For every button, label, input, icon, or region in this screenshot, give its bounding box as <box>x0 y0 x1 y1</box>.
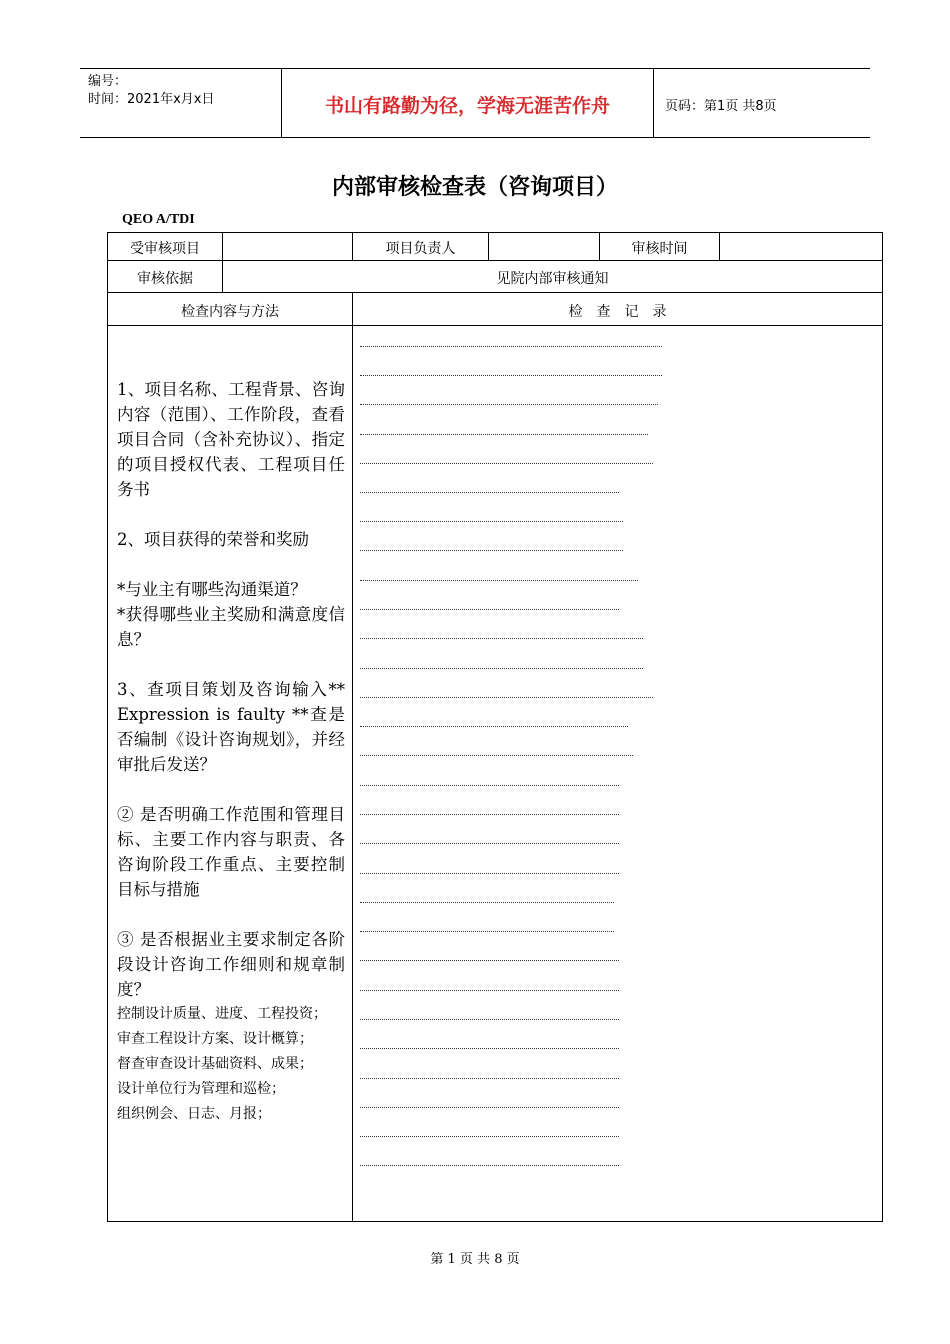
record-line[interactable] <box>360 580 638 581</box>
checklist-sub-1: 控制设计质量、进度、工程投资； <box>117 1006 327 1022</box>
record-line[interactable] <box>360 375 662 376</box>
header-number: 编号： <box>88 74 128 89</box>
record-line[interactable] <box>360 609 619 610</box>
record-line[interactable] <box>360 404 658 405</box>
checklist-sub-5: 组织例会、日志、月报； <box>117 1106 271 1122</box>
header-slogan: 书山有路勤为径，学海无涯苦作舟 <box>324 95 610 117</box>
row-divider <box>108 325 882 326</box>
record-line[interactable] <box>360 492 619 493</box>
header-page-number: 页码：第1页 共8页 <box>665 99 777 114</box>
record-line[interactable] <box>360 814 619 815</box>
checklist-item-1: 1、项目名称、工程背景、咨询内容（范围）、工作阶段，查看项目合同（含补充协议）、指定的项目授权代表、工程项目任务书 <box>117 380 345 499</box>
record-line[interactable] <box>360 697 653 698</box>
record-line[interactable] <box>360 785 619 786</box>
col-divider <box>352 292 353 1221</box>
checklist-item-3c: ③ 是否根据业主要求制定各阶段设计咨询工作细则和规章制度？ <box>117 930 345 999</box>
record-line[interactable] <box>360 550 623 551</box>
page-header <box>80 68 870 138</box>
audit-time-label: 审核时间 <box>631 241 688 257</box>
leader-label: 项目负责人 <box>385 241 456 257</box>
record-line[interactable] <box>360 1107 619 1108</box>
content-header: 检查内容与方法 <box>181 304 279 320</box>
checklist-sub-2: 审查工程设计方案、设计概算； <box>117 1031 313 1047</box>
record-line[interactable] <box>360 463 653 464</box>
header-date: 时间：2021年x月x日 <box>88 92 215 107</box>
record-line[interactable] <box>360 434 648 435</box>
record-line[interactable] <box>360 843 619 844</box>
col-divider <box>719 233 720 260</box>
col-divider <box>488 233 489 260</box>
record-line[interactable] <box>360 755 633 756</box>
record-line[interactable] <box>360 931 614 932</box>
record-line[interactable] <box>360 1019 619 1020</box>
header-divider-right <box>653 69 654 137</box>
basis-label: 审核依据 <box>137 271 193 287</box>
checklist-item-3b: ② 是否明确工作范围和管理目标、主要工作内容与职责、各咨询阶段工作重点、主要控制目标与措施 <box>117 805 345 899</box>
row-divider <box>108 260 882 261</box>
document-title: 内部审核检查表（咨询项目） <box>331 175 618 200</box>
checklist-item-2a: *与业主有哪些沟通渠道？ <box>117 580 307 599</box>
record-line[interactable] <box>360 960 619 961</box>
checklist-sub-3: 督查审查设计基础资料、成果； <box>117 1056 313 1072</box>
record-header: 检 查 记 录 <box>568 304 667 320</box>
checklist-item-3: 3、查项目策划及咨询输入** Expression is faulty **查是否编制《设计咨询规划》，并经审批后发送？ <box>117 680 345 774</box>
checklist-item-2: 2、项目获得的荣誉和奖励 <box>117 530 309 549</box>
checklist-content <box>117 377 345 1127</box>
page-footer: 第 1 页 共 8 页 <box>430 1252 520 1267</box>
checklist-item-2b: *获得哪些业主奖励和满意度信息？ <box>117 605 345 649</box>
row-divider <box>108 292 882 293</box>
record-line[interactable] <box>360 873 619 874</box>
basis-value: 见院内部审核通知 <box>496 271 609 287</box>
record-line[interactable] <box>360 346 662 347</box>
record-line[interactable] <box>360 726 628 727</box>
record-line[interactable] <box>360 638 643 639</box>
record-line[interactable] <box>360 1048 619 1049</box>
document-code: QEO A/TDI <box>122 212 195 227</box>
record-line[interactable] <box>360 668 643 669</box>
record-line[interactable] <box>360 990 619 991</box>
record-line[interactable] <box>360 1078 619 1079</box>
checklist-sub-4: 设计单位行为管理和巡检； <box>117 1081 285 1097</box>
project-label: 受审核项目 <box>130 241 200 257</box>
record-line[interactable] <box>360 902 614 903</box>
record-line[interactable] <box>360 521 623 522</box>
header-meta <box>88 73 214 109</box>
record-line[interactable] <box>360 1165 619 1166</box>
record-line[interactable] <box>360 1136 619 1137</box>
